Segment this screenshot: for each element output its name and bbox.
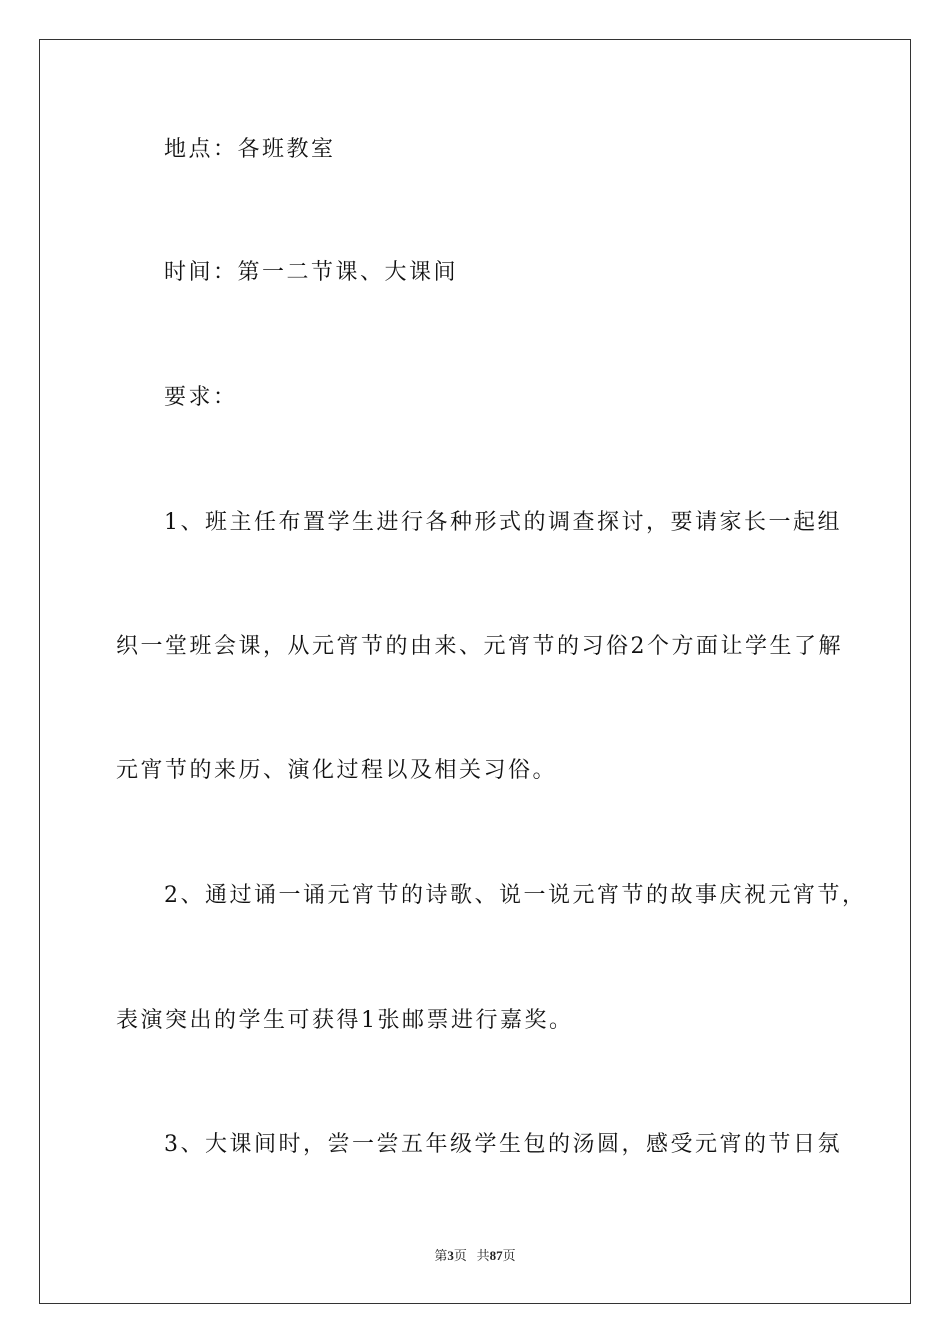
total-suffix: 页 [502,1248,516,1263]
page-number: 3 [447,1248,454,1263]
page-footer [0,1247,950,1265]
page-border [39,39,911,1304]
paragraph-line: 元宵节的来历、演化过程以及相关习俗。 [116,758,558,783]
paragraph-line: 表演突出的学生可获得1张邮票进行嘉奖。 [116,1008,574,1033]
page-prefix: 第 [434,1248,448,1263]
page-suffix: 页 [453,1248,467,1263]
total-prefix: 共 [476,1248,490,1263]
time-line: 时间：第一二节课、大课间 [164,260,459,285]
location-line: 地点：各班教室 [164,137,336,162]
paragraph-line: 3、大课间时，尝一尝五年级学生包的汤圆，感受元宵的节日氛 [164,1132,842,1157]
total-pages: 87 [489,1248,503,1263]
paragraph-line: 1、班主任布置学生进行各种形式的调查探讨，要请家长一起组 [164,510,842,535]
requirements-heading: 要求： [164,385,238,410]
paragraph-line: 织一堂班会课，从元宵节的由来、元宵节的习俗2个方面让学生了解 [116,634,843,659]
paragraph-line: 2、通过诵一诵元宵节的诗歌、说一说元宵节的故事庆祝元宵节， [164,883,867,908]
